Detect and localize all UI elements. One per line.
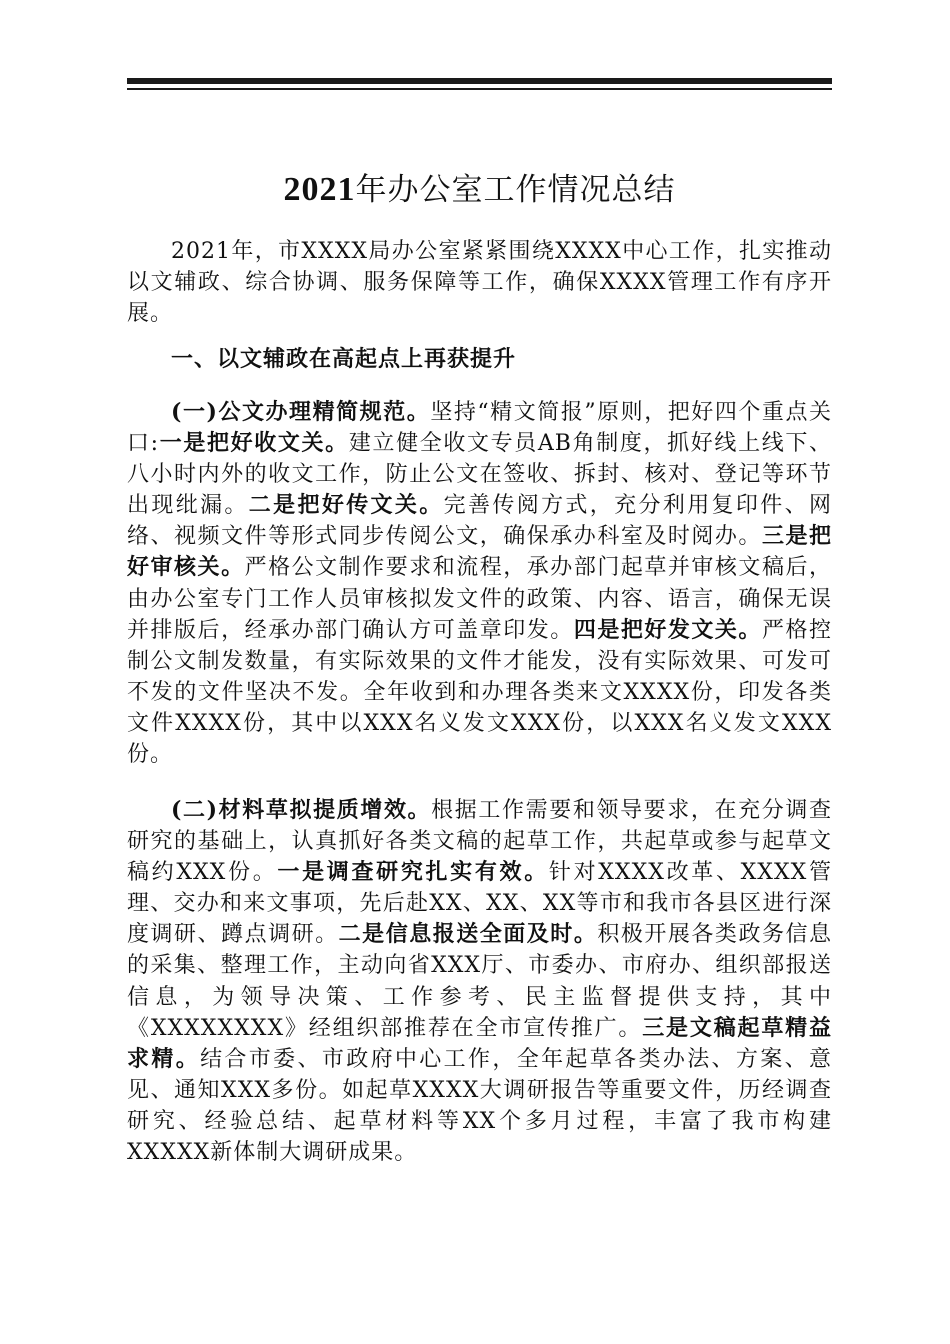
subheading-document-handling: (一)公文办理精简规范。 xyxy=(171,399,431,425)
key-point: 一是调查研究扎实有效。 xyxy=(277,859,549,886)
section-heading-1: 一、以文辅政在高起点上再获提升 xyxy=(171,346,517,372)
key-point: 三是文稿起草精益求精。 xyxy=(127,1014,832,1072)
body-text: 根据工作需要和领导要求，在充分调查研究的基础上，认真抓好各类文稿的起草工作，共起草或参与起草文稿约XXX份。 xyxy=(127,798,832,886)
body-text: 结合市委、市政府中心工作，全年起草各类办法、方案、意见、通知XXX多份。如起草XXXX大调研报告等重要文件，历经调查研究、经验总结、起草材料等XX个多月过程，丰富了我市构建XXXXX新体制大调研成果。 xyxy=(127,1046,832,1166)
title-year: 2021 xyxy=(283,171,356,208)
key-point: 二是信息报送全面及时。 xyxy=(338,921,598,948)
body-text: 完善传阅方式，充分利用复印件、网络、视频文件等形式同步传阅公文，确保承办科室及时阅办。 xyxy=(127,493,832,550)
paragraph-document-handling xyxy=(127,397,832,770)
key-point: 二是把好传文关。 xyxy=(248,492,444,519)
key-point: 一是把好收文关。 xyxy=(159,430,349,457)
body-text: 严格控制公文制发数量，有实际效果的文件才能发，没有实际效果、可发可不发的文件坚决不发。全年收到和办理各类来文XXXX份，印发各类文件XXXX份，其中以XXX名义发文XXX份，以XXX名义发文XXX份。 xyxy=(127,617,832,768)
subheading-material-drafting: (二)材料草拟提质增效。 xyxy=(171,797,432,823)
body-text: 建立健全收文专员AB角制度，抓好线上线下、八小时内外的收文工作，防止公文在签收、拆封、核对、登记等环节出现纰漏。 xyxy=(127,431,832,519)
key-point: 四是把好发文关。 xyxy=(573,616,762,643)
title-text: 年办公室工作情况总结 xyxy=(355,172,676,208)
key-point: 三是把好审核关。 xyxy=(127,523,832,581)
document-title xyxy=(127,168,832,212)
paragraph-material-drafting xyxy=(127,795,832,1168)
body-text: 坚持“精文简报”原则，把好四个重点关口: xyxy=(127,400,832,457)
header-double-rule-thick xyxy=(127,78,832,84)
body-text: 积极开展各类政务信息的采集、整理工作，主动向省XXX厅、市委办、市府办、组织部报送信息，为领导决策、工作参考、民主监督提供支持，其中《XXXXXXXX》经组织部推荐在全市宣传推广。 xyxy=(127,922,832,1041)
header-double-rule-thin xyxy=(127,88,832,90)
intro-paragraph: 2021年，市XXXX局办公室紧紧围绕XXXX中心工作，扎实推动以文辅政、综合协调、服务保障等工作，确保XXXX管理工作有序开展。 xyxy=(127,239,832,327)
body-text: 针对XXXX改革、XXXX管理、交办和来文事项，先后赴XX、XX、XX等市和我市各县区进行深度调研、蹲点调研。 xyxy=(127,860,832,948)
body-text: 严格公文制作要求和流程，承办部门起草并审核文稿后，由办公室专门工作人员审核拟发文件的政策、内容、语言，确保无误并排版后，经承办部门确认方可盖章印发。 xyxy=(127,555,832,643)
